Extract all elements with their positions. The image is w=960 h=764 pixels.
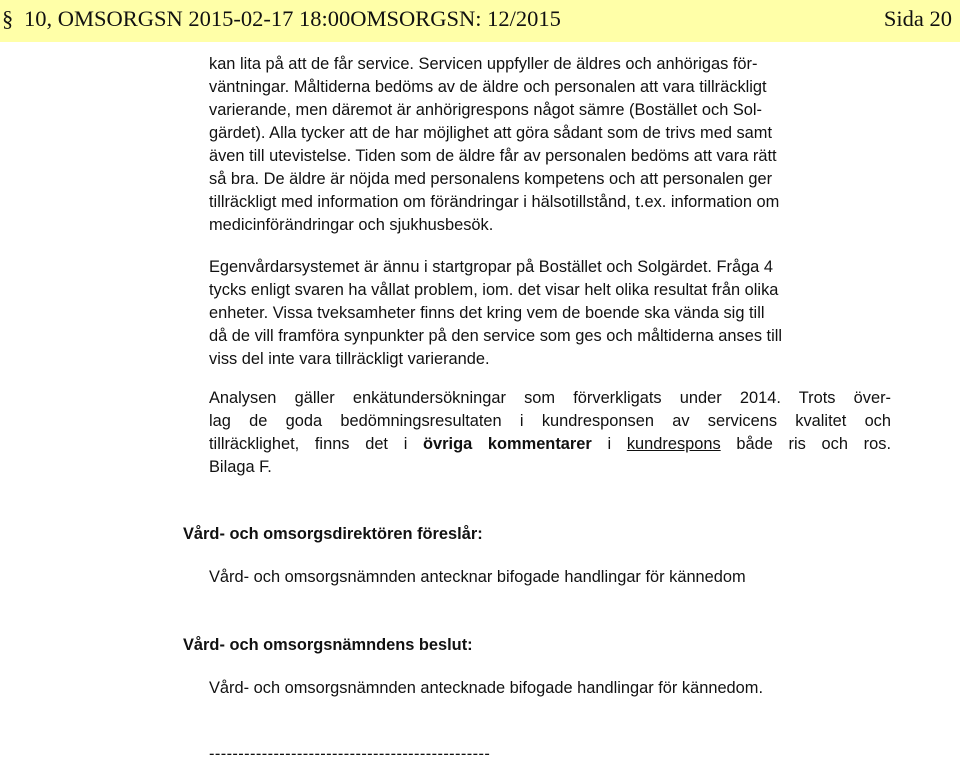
decision-text: Vård- och omsorgsnämnden antecknade bifogade handlingar för kännedom. [209, 679, 764, 697]
text-line: medicinförändringar och sjukhusbesök. [209, 216, 494, 234]
decision-heading: Vård- och omsorgsnämndens beslut: [183, 636, 473, 654]
header-title: 10, OMSORGSN 2015-02-17 18:00OMSORGSN: 12/2015 [24, 6, 561, 31]
text-line: viss del inte vara tillräckligt varierande. [209, 350, 490, 368]
text-line: varierande, men däremot är anhörigrespons något sämre (Bostället och Sol- [209, 101, 763, 119]
text-segment: både ris och ros. [720, 435, 891, 453]
proposal-text: Vård- och omsorgsnämnden antecknar bifogade handlingar för kännedom [209, 568, 746, 586]
underlined-phrase: kundrespons [626, 435, 721, 453]
separator-line: ------------------------------------------------ [209, 745, 491, 763]
page-number: Sida 20 [883, 6, 952, 31]
text-line: så bra. De äldre är nöjda med personalens kompetens och att personalen ger [209, 170, 773, 188]
section-symbol: § [2, 6, 14, 31]
text-line: Egenvårdarsystemet är ännu i startgropar på Bostället och Solgärdet. Fråga 4 [209, 258, 773, 276]
paragraph-analysis [209, 387, 891, 479]
text-line: lag de goda bedömningsresultaten i kundresponsen av servicens kvalitet och [209, 412, 891, 430]
text-line: Bilaga F. [209, 458, 272, 476]
proposal-heading: Vård- och omsorgsdirektören föreslår: [183, 525, 483, 543]
text-line: väntningar. Måltiderna bedöms av de äldre och personalen att vara tillräckligt [209, 78, 767, 96]
text-line: gärdet). Alla tycker att de har möjlighet att göra sådant som de trivs med samt [209, 124, 773, 142]
bold-phrase: övriga kommentarer [423, 435, 592, 453]
text-segment: tillräcklighet, finns det i [209, 435, 424, 453]
text-line: tillräckligt med information om förändringar i hälsotillstånd, t.ex. information om [209, 193, 780, 211]
text-segment: i [591, 435, 627, 453]
paragraph-egenvardare [209, 256, 891, 371]
text-line [209, 433, 891, 456]
paragraph-results [209, 53, 891, 237]
page-header [0, 0, 960, 42]
text-line: enheter. Vissa tveksamheter finns det kring vem de boende ska vända sig till [209, 304, 765, 322]
text-line: Analysen gäller enkätundersökningar som förverkligats under 2014. Trots över- [209, 389, 891, 407]
text-line: kan lita på att de får service. Servicen uppfyller de äldres och anhörigas för- [209, 55, 758, 73]
text-line: då de vill framföra synpunkter på den service som ges och måltiderna anses till [209, 327, 783, 345]
text-line: även till utevistelse. Tiden som de äldre får av personalen bedöms att vara rätt [209, 147, 777, 165]
text-line: tycks enligt svaren ha vållat problem, iom. det visar helt olika resultat från olika [209, 281, 779, 299]
